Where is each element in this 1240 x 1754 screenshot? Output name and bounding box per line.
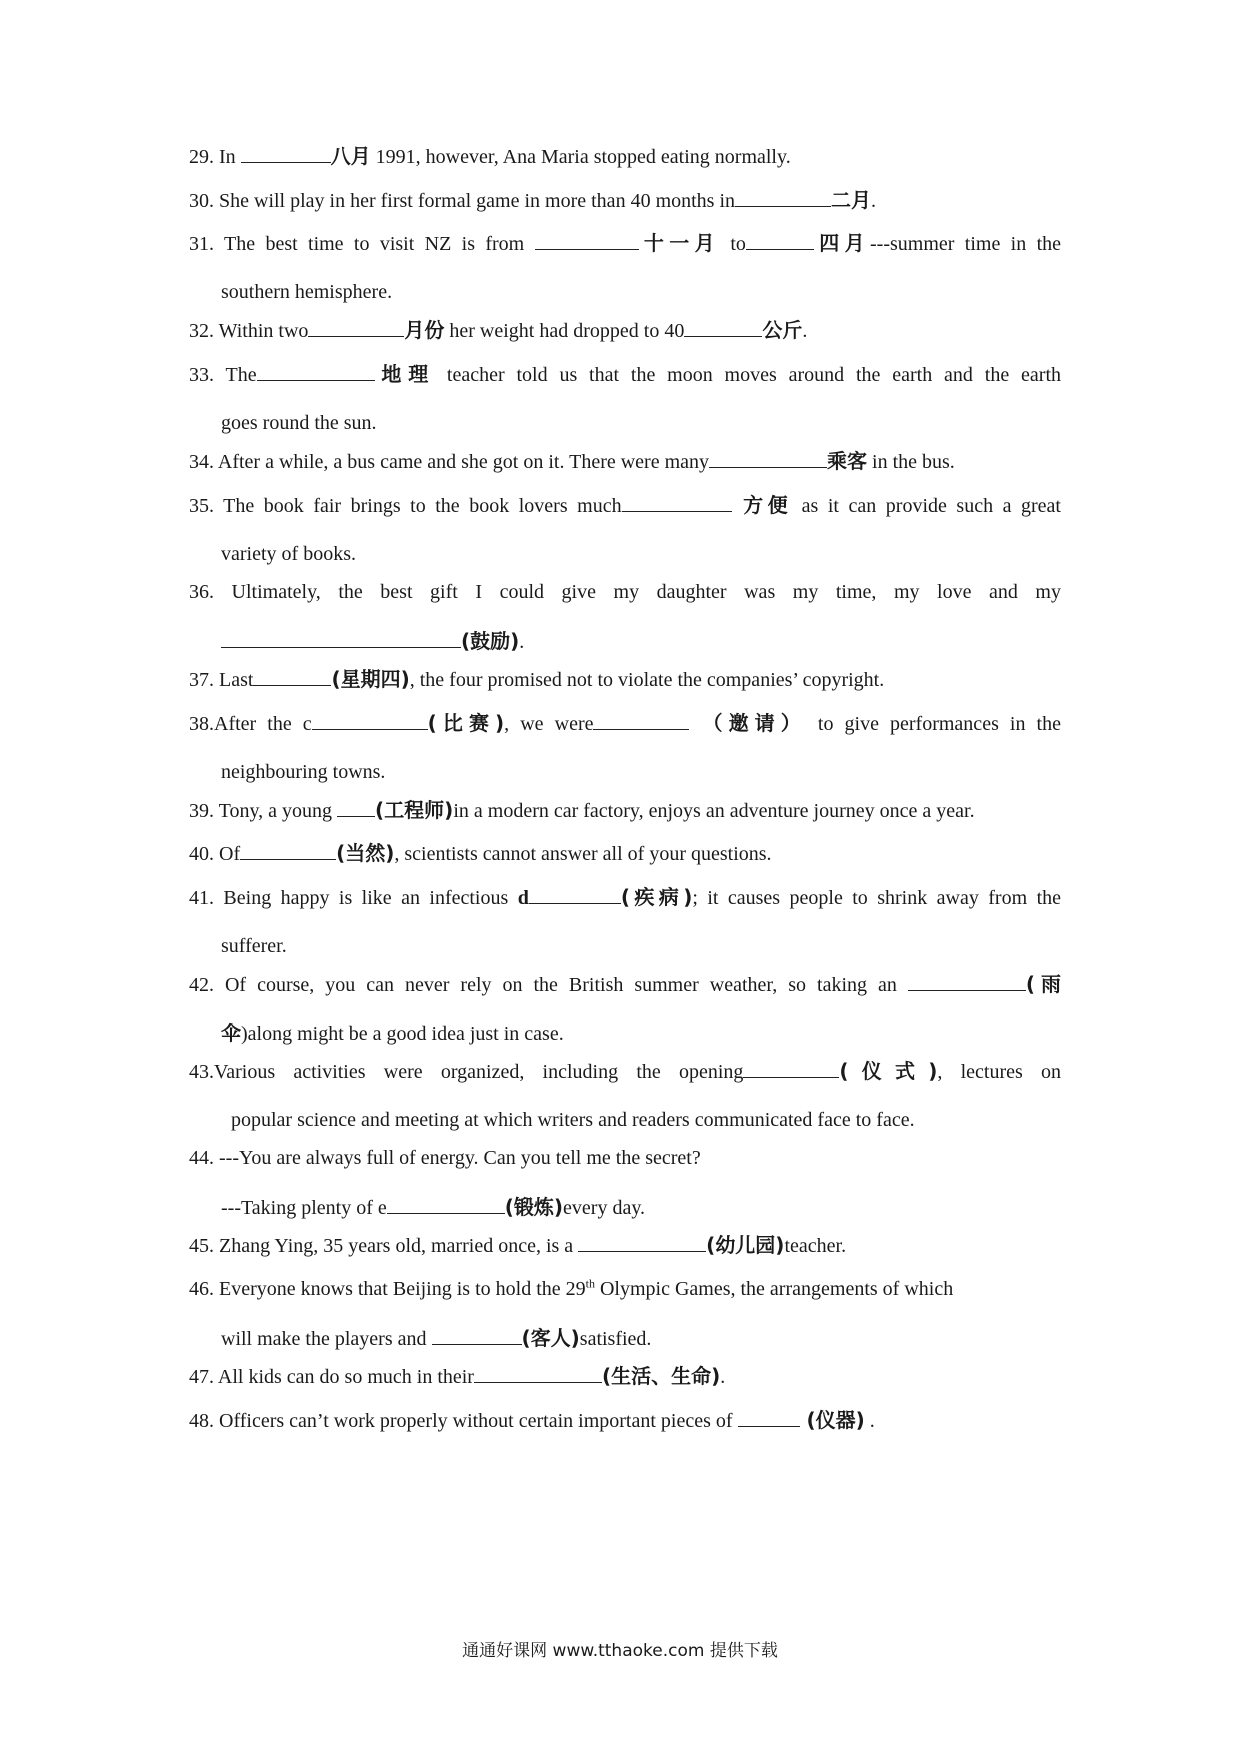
question-37 [189, 655, 1061, 704]
question-number: 36. [189, 581, 214, 603]
question-text: to give performances in the [806, 713, 1061, 735]
question-number: 31. [189, 233, 214, 255]
question-text: Ultimately, the best gift I could give my daughter was my time, my love and my [214, 581, 1061, 603]
question-text: Olympic Games, the arrangements of which [594, 1278, 954, 1300]
question-46 [189, 1265, 1061, 1363]
answer-blank [622, 495, 732, 512]
chinese-hint: 公斤 [762, 318, 803, 342]
answer-blank [337, 800, 375, 817]
question-text: The [214, 364, 257, 386]
question-number: 35. [189, 495, 214, 517]
page-footer: 通通好课网 www.tthaoke.com 提供下载 [462, 1641, 778, 1661]
question-text: She will play in her first formal game in more than 40 months in [214, 190, 736, 212]
answer-blank [593, 713, 689, 730]
question-number: 39. [189, 800, 214, 822]
chinese-hint: 四月 [813, 231, 870, 255]
question-number: 38. [189, 713, 214, 735]
question-number: 48. [189, 1410, 214, 1432]
chinese-hint: (生活、生命) [601, 1364, 721, 1388]
question-text: her weight had dropped to 40 [444, 320, 685, 342]
question-number: 41. [189, 887, 214, 909]
answer-blank [735, 190, 831, 207]
chinese-hint: 十一月 [638, 231, 720, 255]
question-text: After the c [214, 713, 312, 735]
question-32 [189, 306, 1061, 355]
chinese-hint: (幼儿园) [706, 1233, 785, 1257]
question-42 [189, 960, 1061, 1058]
chinese-hint: 二月 [831, 188, 872, 212]
chinese-hint: (锻炼) [504, 1195, 564, 1219]
question-text: satisfied. [579, 1328, 652, 1350]
question-text: ; it causes people to shrink away from the [692, 887, 1061, 909]
question-number: 32. [189, 320, 214, 342]
chinese-hint: (鼓励) [461, 629, 520, 653]
question-number: 40. [189, 843, 214, 865]
question-continuation: variety of books. [221, 543, 356, 565]
chinese-hint: 伞 [221, 1021, 241, 1045]
chinese-hint: (疾病) [620, 885, 693, 909]
answer-blank [908, 974, 1026, 991]
question-text: to [720, 233, 746, 255]
answer-blank [241, 146, 331, 163]
answer-blank [221, 631, 461, 648]
question-number: 42. [189, 974, 214, 996]
answer-blank [743, 1061, 839, 1078]
answer-blank [387, 1197, 505, 1214]
answer-blank [529, 887, 621, 904]
chinese-hint: 乘客 [827, 449, 868, 473]
question-text: every day. [563, 1197, 646, 1219]
question-text: . [864, 1410, 875, 1432]
question-text: ---You are always full of energy. Can you tell me the secret? [214, 1147, 701, 1169]
answer-blank [253, 669, 331, 686]
answer-blank [308, 320, 404, 337]
first-letter-hint: d [517, 887, 529, 909]
superscript: th [585, 1276, 595, 1291]
question-35 [189, 481, 1061, 579]
chinese-hint: 八月 [330, 144, 371, 168]
chinese-hint: (雨 [1025, 972, 1062, 996]
question-text: Officers can’t work properly without certain important pieces of [214, 1410, 738, 1432]
answer-blank [257, 364, 375, 381]
chinese-hint: 月份 [404, 318, 445, 342]
question-text: ---summer time in the [870, 233, 1062, 255]
question-text: . [802, 320, 808, 342]
question-number: 44. [189, 1147, 214, 1169]
question-continuation: popular science and meeting at which writers and readers communicated face to face. [231, 1109, 915, 1131]
answer-blank [535, 233, 639, 250]
question-48 [189, 1396, 1061, 1445]
question-text: as it can provide such a great [792, 495, 1061, 517]
question-text: in a modern car factory, enjoys an adventure journey once a year. [453, 800, 975, 822]
chinese-hint: 方便 [731, 493, 793, 517]
question-31 [189, 219, 1061, 317]
question-text: . [871, 190, 877, 212]
question-36 [189, 568, 1061, 666]
question-text: . [519, 631, 525, 653]
question-text: Everyone knows that Beijing is to hold the 29 [214, 1278, 586, 1300]
question-text: , scientists cannot answer all of your questions. [394, 843, 772, 865]
question-text: . [720, 1366, 726, 1388]
question-text: 1991, however, Ana Maria stopped eating normally. [370, 146, 791, 168]
question-text: The best time to visit NZ is from [214, 233, 535, 255]
question-text: Tony, a young [214, 800, 338, 822]
chinese-hint: (当然) [336, 841, 395, 865]
question-43 [189, 1047, 1061, 1145]
chinese-hint: (工程师) [375, 798, 454, 822]
answer-blank [709, 451, 827, 468]
question-text: teacher told us that the moon moves around the earth and the earth [435, 364, 1062, 386]
question-number: 45. [189, 1235, 214, 1257]
question-number: 47. [189, 1366, 214, 1388]
question-number: 33. [189, 364, 214, 386]
answer-blank [578, 1235, 706, 1252]
question-number: 34. [189, 451, 214, 473]
answer-blank [240, 843, 336, 860]
question-text: In [214, 146, 241, 168]
question-number: 46. [189, 1278, 214, 1300]
question-39 [189, 786, 1061, 835]
question-47 [189, 1352, 1061, 1401]
answer-blank [432, 1328, 522, 1345]
question-continuation: sufferer. [221, 935, 287, 957]
question-44 [189, 1134, 1061, 1232]
question-text: in the bus. [867, 451, 955, 473]
question-text: Of [214, 843, 241, 865]
chinese-hint: （邀请） [689, 711, 807, 735]
question-number: 43. [189, 1061, 214, 1083]
question-text: All kids can do so much in their [214, 1366, 474, 1388]
question-continuation: ---Taking plenty of e [221, 1197, 387, 1219]
question-30 [189, 176, 1061, 225]
question-text: teacher. [784, 1235, 847, 1257]
question-33 [189, 350, 1061, 448]
question-text: Various activities were organized, including the opening [214, 1061, 744, 1083]
question-29 [189, 132, 1061, 181]
chinese-hint: (客人) [521, 1326, 580, 1350]
answer-blank [474, 1366, 602, 1383]
question-continuation: will make the players and [221, 1328, 432, 1350]
chinese-hint: (星期四) [331, 667, 410, 691]
question-text: Last [214, 669, 254, 691]
question-40 [189, 829, 1061, 878]
answer-blank [312, 713, 428, 730]
chinese-hint: (仪式) [839, 1059, 938, 1083]
question-continuation: )along might be a good idea just in case. [241, 1023, 564, 1045]
question-text: , we were [504, 713, 594, 735]
chinese-hint: (仪器) [799, 1408, 865, 1432]
question-text: Within two [214, 320, 309, 342]
answer-blank [746, 233, 814, 250]
question-text: , the four promised not to violate the companies’ copyright. [409, 669, 885, 691]
question-number: 37. [189, 669, 214, 691]
question-number: 29. [189, 146, 214, 168]
question-38 [189, 699, 1061, 797]
answer-blank [684, 320, 762, 337]
question-continuation: southern hemisphere. [221, 281, 393, 303]
question-text: Of course, you can never rely on the British summer weather, so taking an [214, 974, 908, 996]
answer-blank [738, 1410, 800, 1427]
chinese-hint: (比赛) [427, 711, 505, 735]
question-41 [189, 873, 1061, 971]
question-text: , lectures on [937, 1061, 1062, 1083]
question-continuation: goes round the sun. [221, 412, 377, 434]
question-text: Zhang Ying, 35 years old, married once, is a [214, 1235, 579, 1257]
chinese-hint: 地理 [374, 362, 436, 386]
question-text: Being happy is like an infectious [214, 887, 518, 909]
question-45 [189, 1221, 1061, 1270]
question-text: After a while, a bus came and she got on it. There were many [214, 451, 710, 473]
question-continuation: neighbouring towns. [221, 761, 386, 783]
question-34 [189, 437, 1061, 486]
question-number: 30. [189, 190, 214, 212]
question-text: The book fair brings to the book lovers much [214, 495, 622, 517]
